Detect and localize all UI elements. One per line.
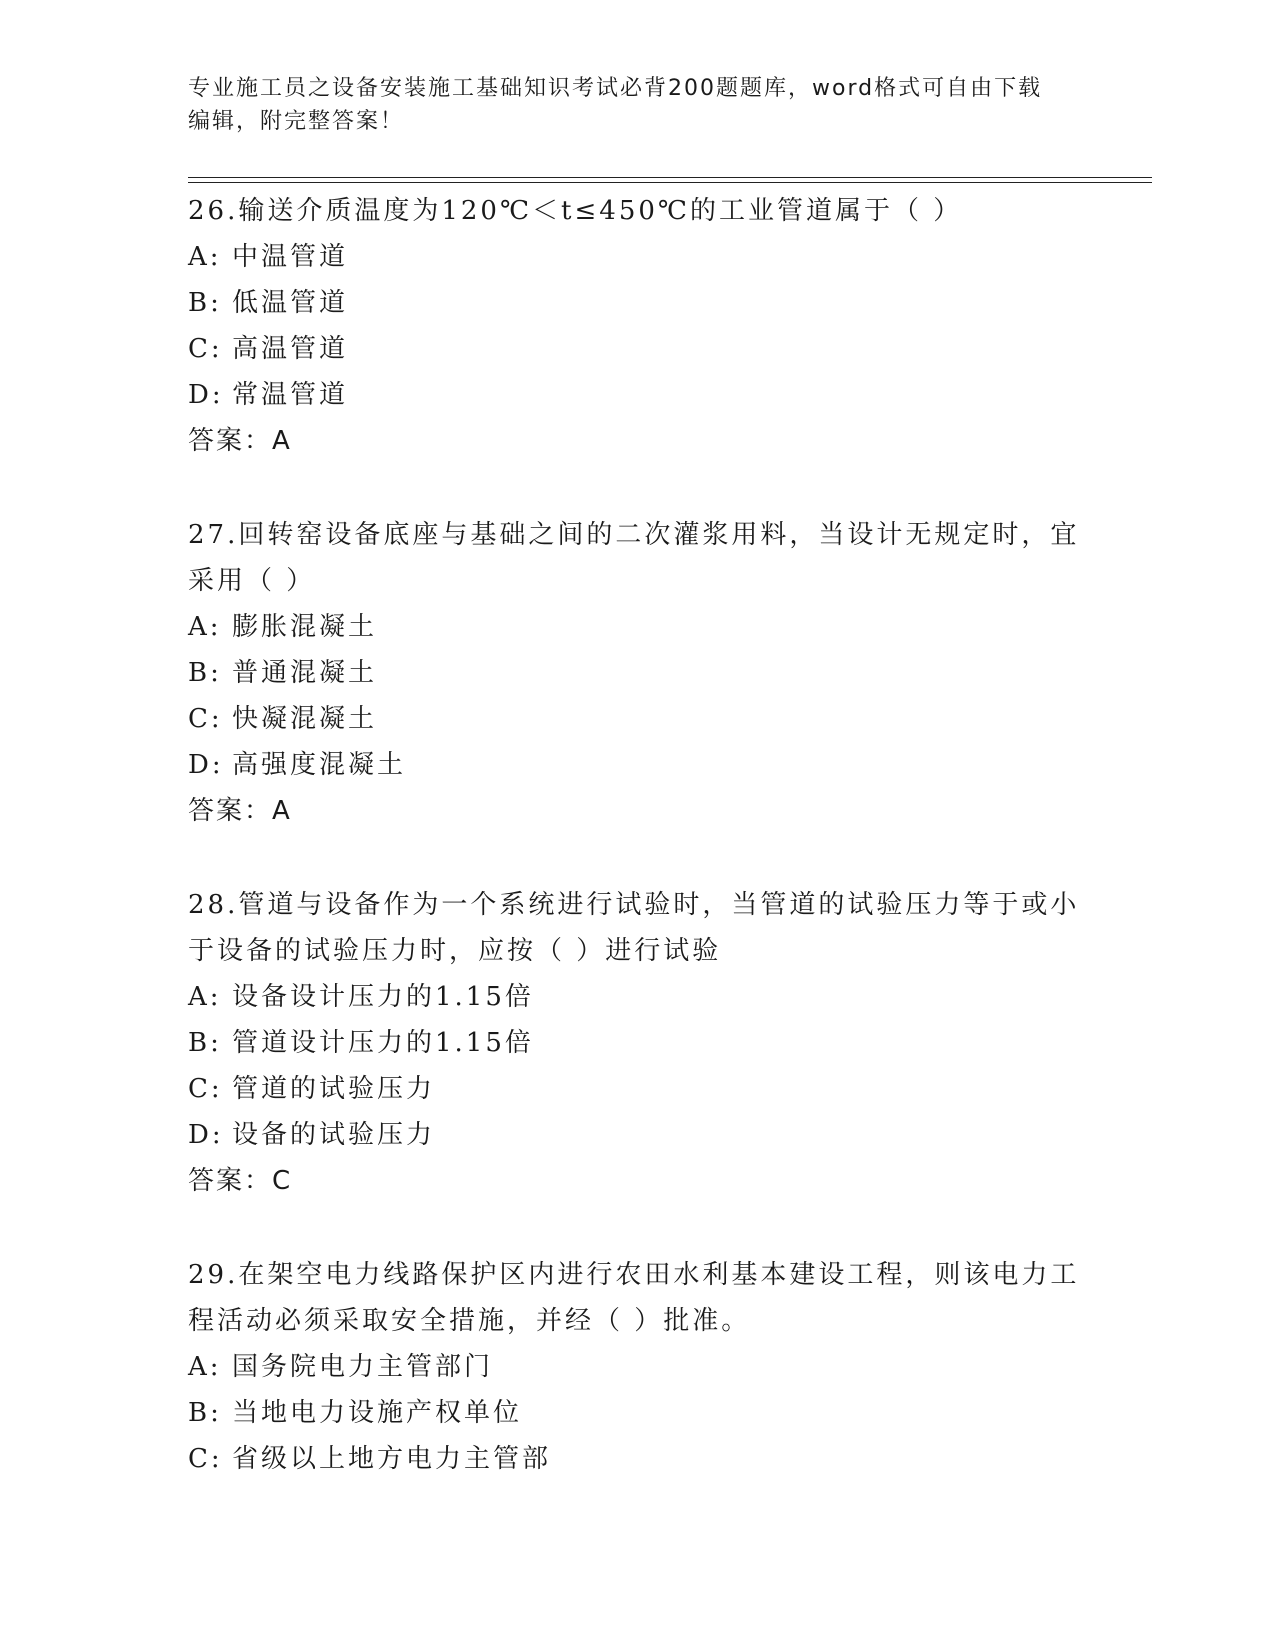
option-letter: C:	[188, 334, 223, 364]
question-28	[188, 882, 1088, 1204]
option-letter: B:	[188, 1398, 222, 1428]
option-b	[188, 1390, 1088, 1436]
header-divider-bottom	[188, 182, 1152, 183]
option-b	[188, 1020, 1088, 1066]
question-stem: 26.输送介质温度为120℃＜t≤450℃的工业管道属于（ ）	[188, 196, 963, 226]
option-text: 高强度混凝土	[232, 750, 407, 780]
document-header	[188, 72, 1088, 138]
option-text: 设备设计压力的1.15倍	[232, 982, 534, 1012]
option-letter: C:	[188, 1444, 223, 1474]
option-text: 管道设计压力的1.15倍	[232, 1028, 534, 1058]
option-letter: A:	[188, 612, 222, 642]
question-27	[188, 512, 1088, 834]
header-line-2: 编辑，附完整答案！	[188, 109, 405, 134]
question-stem: 28.管道与设备作为一个系统进行试验时，当管道的试验压力等于或小于设备的试验压力时，应按（ ）进行试验	[188, 890, 1080, 966]
option-text: 国务院电力主管部门	[232, 1352, 494, 1382]
option-text: 高温管道	[232, 334, 349, 364]
option-letter: B:	[188, 288, 222, 318]
option-letter: A:	[188, 242, 222, 272]
option-a	[188, 974, 1088, 1020]
option-c	[188, 1436, 1088, 1482]
option-letter: A:	[188, 1352, 222, 1382]
option-c	[188, 326, 1088, 372]
option-text: 设备的试验压力	[232, 1120, 436, 1150]
question-29	[188, 1252, 1088, 1482]
question-26	[188, 188, 1088, 464]
answer-line: 答案：C	[188, 1166, 293, 1196]
option-letter: D:	[188, 380, 224, 410]
option-a	[188, 234, 1088, 280]
option-letter: A:	[188, 982, 222, 1012]
option-d	[188, 1112, 1088, 1158]
option-b	[188, 650, 1088, 696]
question-stem: 29.在架空电力线路保护区内进行农田水利基本建设工程，则该电力工程活动必须采取安全措施，并经（ ）批准。	[188, 1260, 1080, 1336]
option-d	[188, 742, 1088, 788]
option-letter: B:	[188, 1028, 222, 1058]
answer-line: 答案：A	[188, 796, 292, 826]
option-text: 低温管道	[232, 288, 349, 318]
option-text: 管道的试验压力	[232, 1074, 436, 1104]
option-text: 当地电力设施产权单位	[232, 1398, 523, 1428]
option-text: 常温管道	[232, 380, 349, 410]
option-a	[188, 604, 1088, 650]
option-text: 普通混凝土	[232, 658, 378, 688]
option-letter: C:	[188, 704, 223, 734]
option-letter: D:	[188, 750, 224, 780]
option-letter: D:	[188, 1120, 224, 1150]
option-letter: B:	[188, 658, 222, 688]
option-d	[188, 372, 1088, 418]
question-list	[188, 188, 1088, 1530]
option-c	[188, 696, 1088, 742]
question-stem: 27.回转窑设备底座与基础之间的二次灌浆用料，当设计无规定时，宜采用（ ）	[188, 520, 1080, 596]
option-text: 快凝混凝土	[232, 704, 378, 734]
option-text: 膨胀混凝土	[232, 612, 378, 642]
option-text: 省级以上地方电力主管部	[232, 1444, 552, 1474]
header-line-1: 专业施工员之设备安装施工基础知识考试必背200题题库，word格式可自由下载	[188, 76, 1043, 101]
option-b	[188, 280, 1088, 326]
option-text: 中温管道	[232, 242, 349, 272]
option-a	[188, 1344, 1088, 1390]
header-divider-top	[188, 177, 1152, 178]
answer-line: 答案：A	[188, 426, 292, 456]
option-c	[188, 1066, 1088, 1112]
option-letter: C:	[188, 1074, 223, 1104]
